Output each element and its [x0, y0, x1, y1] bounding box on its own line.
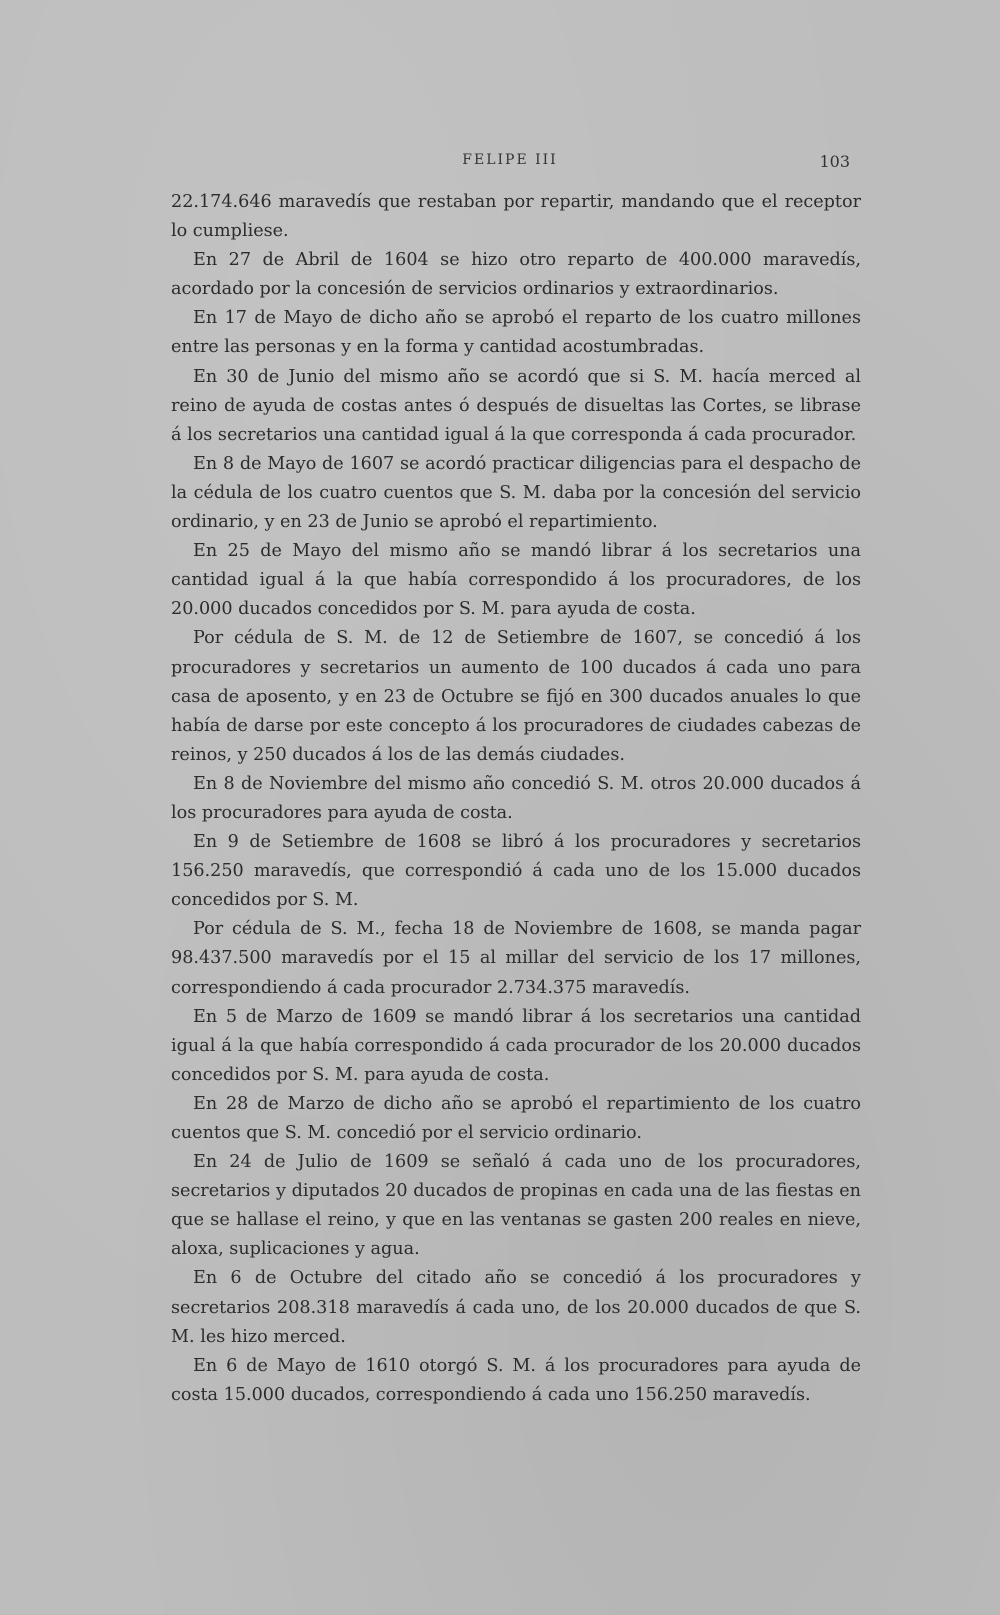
running-head	[170, 152, 850, 174]
paragraph: En 30 de Junio del mismo año se acordó que si S. M. hacía merced al reino de ayuda de costas antes ó después de disueltas las Cortes, se librase á los secretarios una cantidad igual á la que corresponda á cada procurador.	[171, 366, 861, 445]
page-number: 103	[819, 152, 850, 171]
paragraph: En 17 de Mayo de dicho año se aprobó el reparto de los cuatro millones entre las personas y en la forma y cantidad acostumbradas.	[171, 308, 861, 358]
paragraph: En 5 de Marzo de 1609 se mandó librar á los secretarios una cantidad igual á la que había correspondido á cada procurador de los 20.000 ducados concedidos por S. M. para ayuda de costa.	[171, 1006, 861, 1085]
paragraph: Por cédula de S. M., fecha 18 de Noviembre de 1608, se manda pagar 98.437.500 maravedís por el 15 al millar del servicio de los 17 millones, correspondiendo á cada procurador 2.734.375 maravedís.	[171, 919, 861, 998]
paragraph: En 9 de Setiembre de 1608 se libró á los procuradores y secretarios 156.250 maravedís, que correspondió á cada uno de los 15.000 ducados concedidos por S. M.	[171, 832, 861, 911]
paragraph: En 27 de Abril de 1604 se hizo otro reparto de 400.000 maravedís, acordado por la concesión de servicios ordinarios y extraordinarios.	[171, 250, 861, 300]
running-title: FELIPE III	[462, 152, 558, 168]
paragraph: En 25 de Mayo del mismo año se mandó librar á los secretarios una cantidad igual á la que había correspondido á los procuradores, de los 20.000 ducados concedidos por S. M. para ayuda de costa.	[171, 541, 861, 620]
paragraph: 22.174.646 maravedís que restaban por repartir, mandando que el receptor lo cumpliese.	[171, 192, 861, 242]
paragraph: En 6 de Mayo de 1610 otorgó S. M. á los procuradores para ayuda de costa 15.000 ducados, correspondiendo á cada uno 156.250 maravedís.	[171, 1355, 861, 1405]
paragraph: En 8 de Noviembre del mismo año concedió S. M. otros 20.000 ducados á los procuradores para ayuda de costa.	[171, 773, 861, 823]
paragraph: En 28 de Marzo de dicho año se aprobó el repartimiento de los cuatro cuentos que S. M. concedió por el servicio ordinario.	[171, 1093, 861, 1143]
paragraph: En 8 de Mayo de 1607 se acordó practicar diligencias para el despacho de la cédula de los cuatro cuentos que S. M. daba por la concesión del servicio ordinario, y en 23 de Junio se aprobó el repartimiento.	[171, 453, 861, 533]
paragraph: En 24 de Julio de 1609 se señaló á cada uno de los procuradores, secretarios y diputados 20 ducados de propinas en cada una de las fiestas en que se hallase el reino, y que en las ventanas se gasten 200 reales en nieve, aloxa, suplicaciones y agua.	[171, 1152, 861, 1260]
paragraph: En 6 de Octubre del citado año se concedió á los procuradores y secretarios 208.318 maravedís á cada uno, de los 20.000 ducados de que S. M. les hizo merced.	[171, 1268, 861, 1347]
paragraph: Por cédula de S. M. de 12 de Setiembre de 1607, se concedió á los procuradores y secretarios un aumento de 100 ducados á cada uno para casa de aposento, y en 23 de Octubre se fijó en 300 ducados anuales lo que había de darse por este concepto á los procuradores de ciudades cabezas de reinos, y 250 ducados á los de las demás ciudades.	[171, 628, 861, 765]
body-text	[171, 188, 861, 1410]
